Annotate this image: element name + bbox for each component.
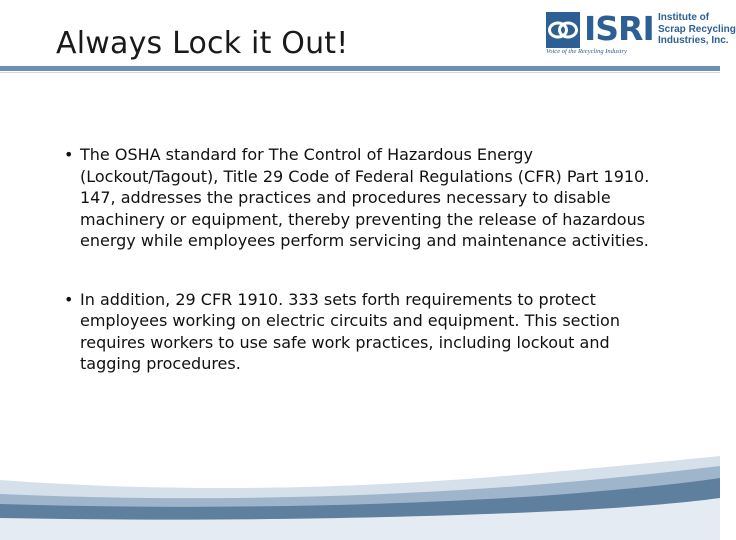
bullet-item xyxy=(64,289,664,375)
slide-title: Always Lock it Out! xyxy=(56,26,349,61)
logo-name-line: Industries, Inc. xyxy=(658,35,729,46)
bullet-marker: • xyxy=(64,289,74,309)
header-divider-thin xyxy=(0,72,720,73)
slide-body xyxy=(64,144,664,375)
isri-logo xyxy=(546,9,736,58)
logo-wordmark: ISRI xyxy=(584,9,654,48)
logo-name-line: Scrap Recycling xyxy=(658,23,736,35)
logo-tagline: Voice of the Recycling Industry xyxy=(546,48,627,55)
bullet-item xyxy=(64,144,664,252)
isri-recycling-loop-icon xyxy=(546,12,580,48)
logo-organization-name xyxy=(658,12,736,47)
logo-name-line: Institute of xyxy=(658,12,710,23)
footer-wave-decoration xyxy=(0,440,720,540)
header-divider xyxy=(0,66,720,71)
bullet-text: The OSHA standard for The Control of Hazardous Energy (Lockout/Tagout), Title 29 Code of Federal Regulations (CFR) Part 1910. 147, addresses the practices and procedures necessary to disable machinery or equipment, thereby preventing the release of hazardous energy while employees perform servicing and maintenance activities. xyxy=(80,145,650,250)
bullet-marker: • xyxy=(64,145,74,164)
bullet-text: In addition, 29 CFR 1910. 333 sets forth requirements to protect employees working on electric circuits and equipment. This section requires workers to use safe work practices, including lockout and tagging procedures. xyxy=(80,289,620,373)
